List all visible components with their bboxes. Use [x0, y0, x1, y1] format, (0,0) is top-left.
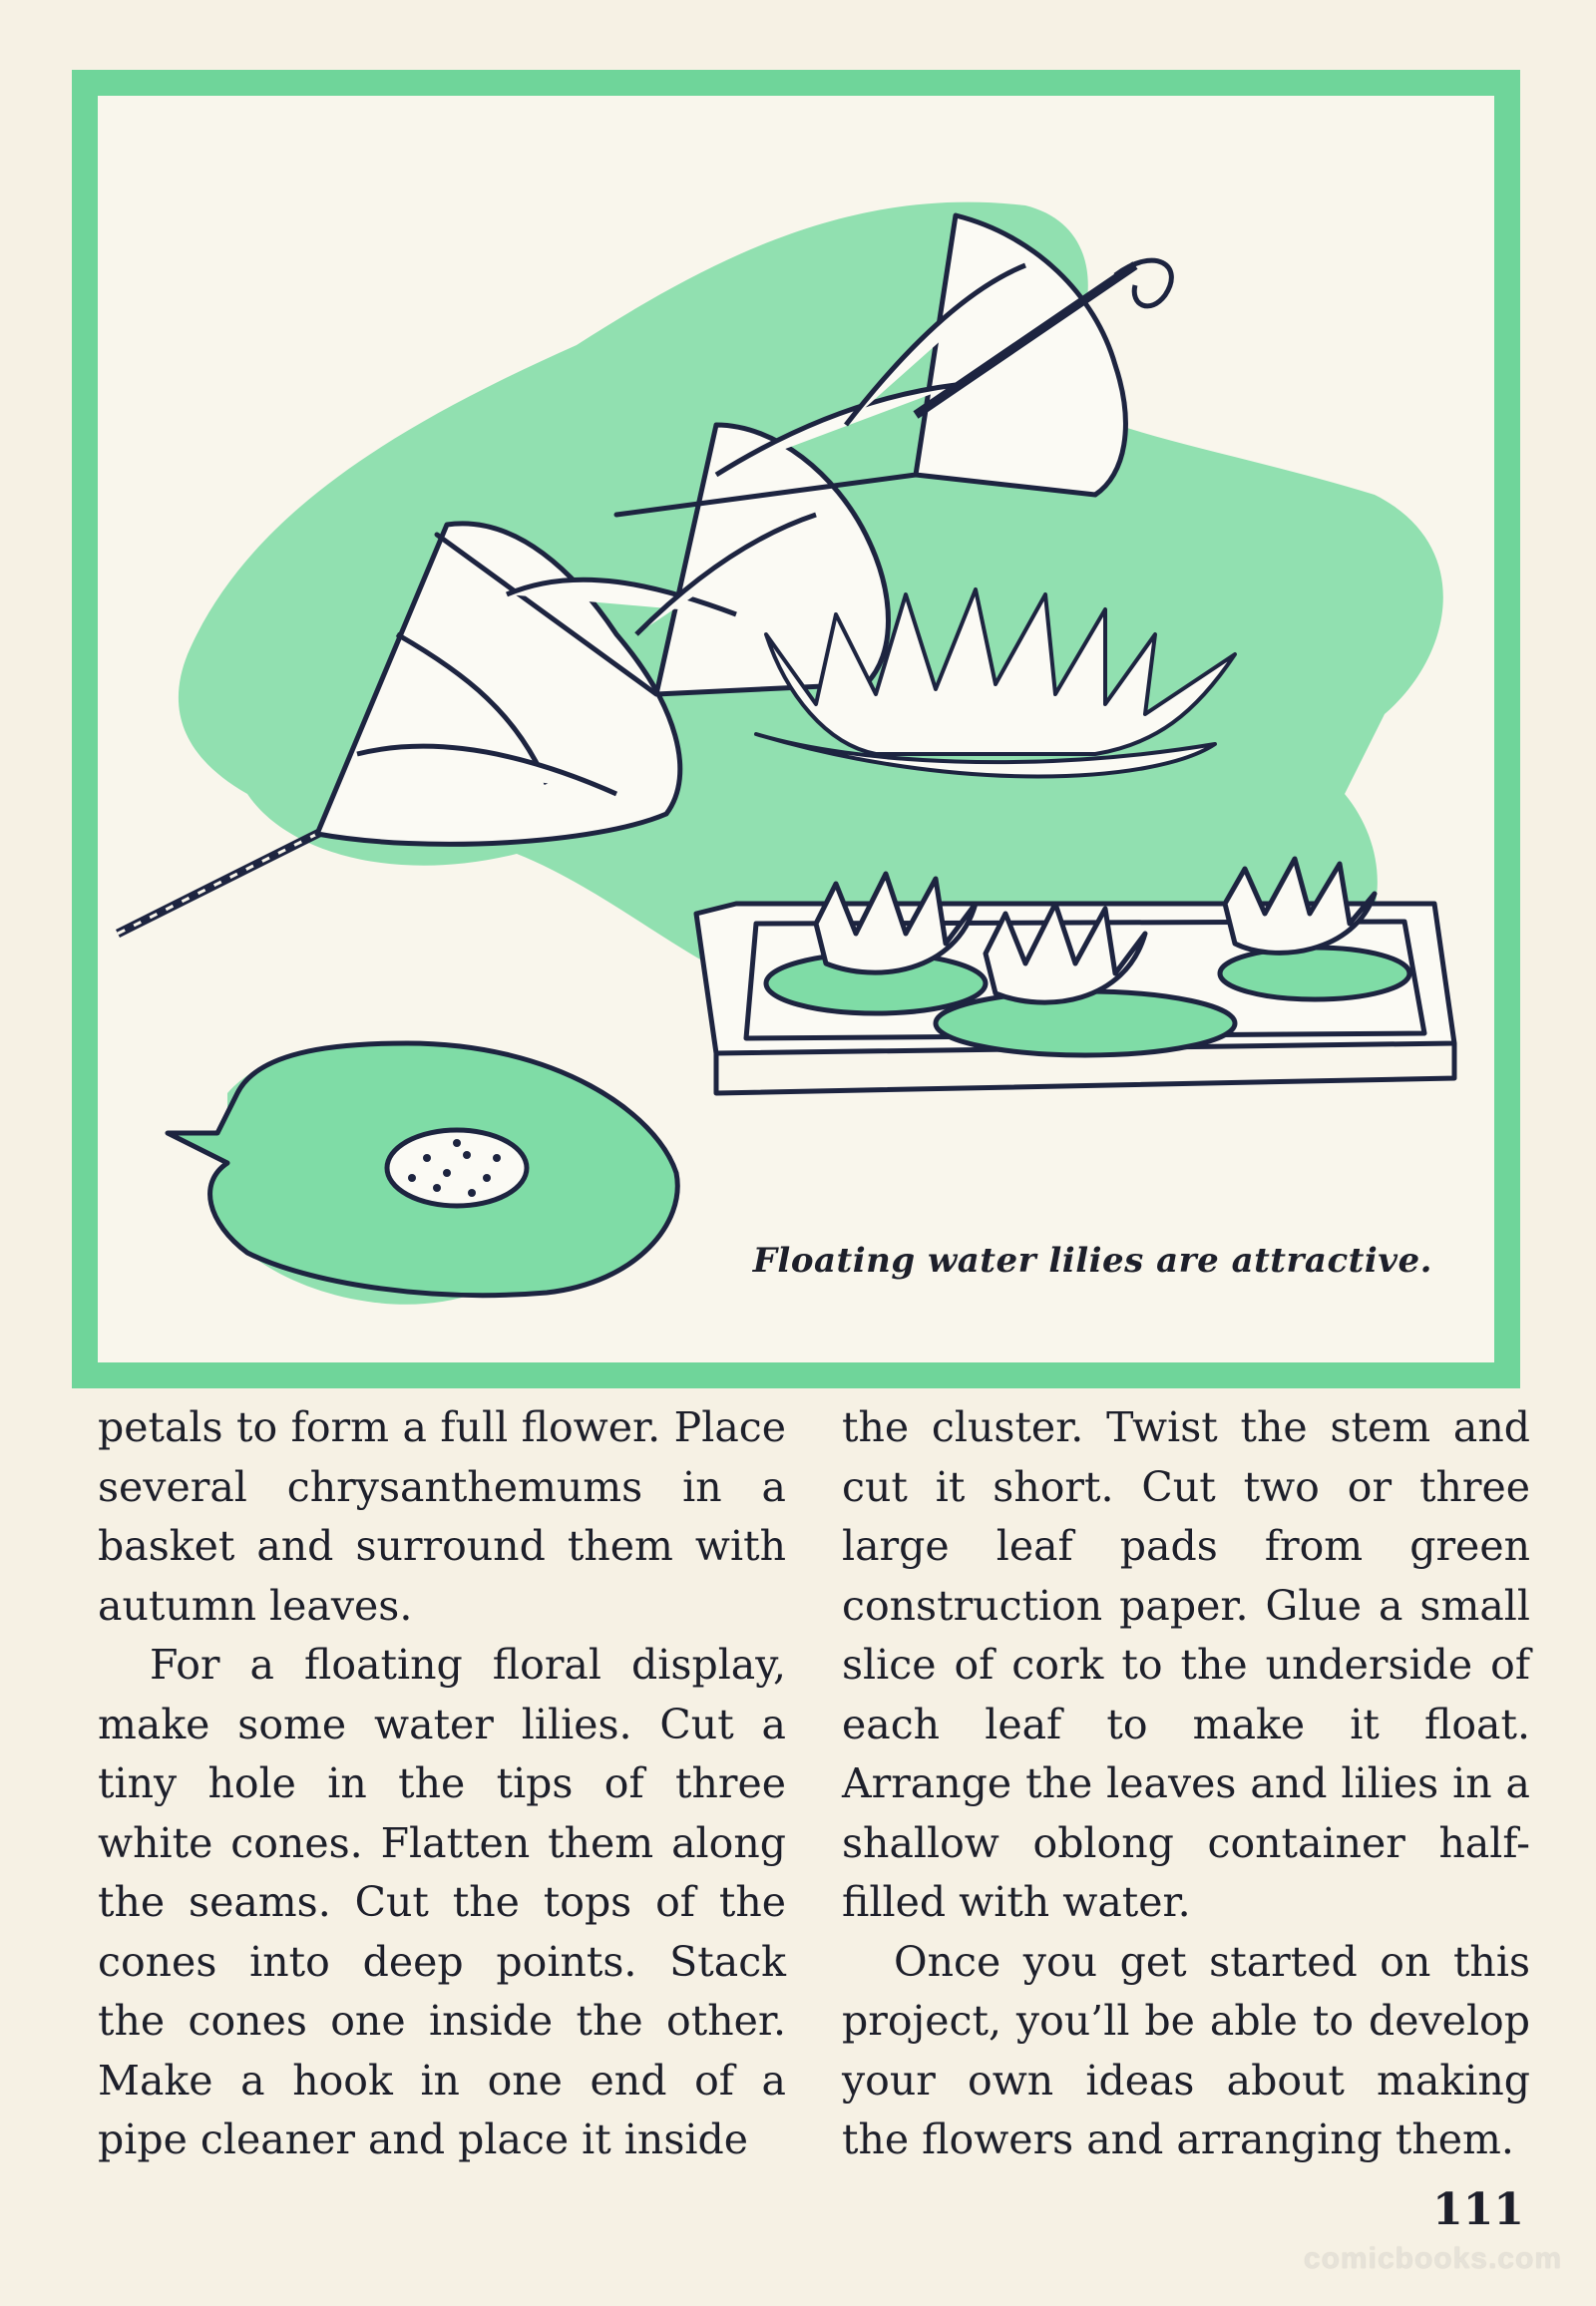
left-column	[98, 1398, 786, 2176]
right-paragraph-2: Once you get started on this project, you’ll be able to develop your own ideas about making the flowers and arranging them.	[842, 1937, 1530, 2163]
left-paragraph-2: For a floating floral display, make some water lilies. Cut a tiny hole in the tips of three white cones. Flatten them along the seams. Cut the tops of the cones into deep points. Stack the cones one inside the other. Make a hook in one end of a pipe cleaner and place it inside	[98, 1641, 786, 2163]
illustration-frame	[72, 70, 1520, 1388]
watermark: comicbooks.com	[1303, 2242, 1562, 2275]
page-number: 111	[1432, 2184, 1524, 2235]
left-paragraph-1: petals to form a full flower. Place several chrysanthemums in a basket and surround them with autumn leaves.	[98, 1403, 786, 1630]
right-column	[842, 1398, 1530, 2176]
right-paragraph-1: the cluster. Twist the stem and cut it short. Cut two or three large leaf pads from green construction paper. Glue a small slice of cork to the underside of each leaf to make it float. Arrange the leaves and lilies in a shallow oblong container half-filled with water.	[842, 1403, 1530, 1926]
water-lily-illustration	[98, 96, 1494, 1362]
leaf-pad-icon	[168, 1043, 677, 1296]
text-columns	[98, 1398, 1530, 2176]
illustration-caption: Floating water lilies are attractive.	[752, 1241, 1432, 1281]
